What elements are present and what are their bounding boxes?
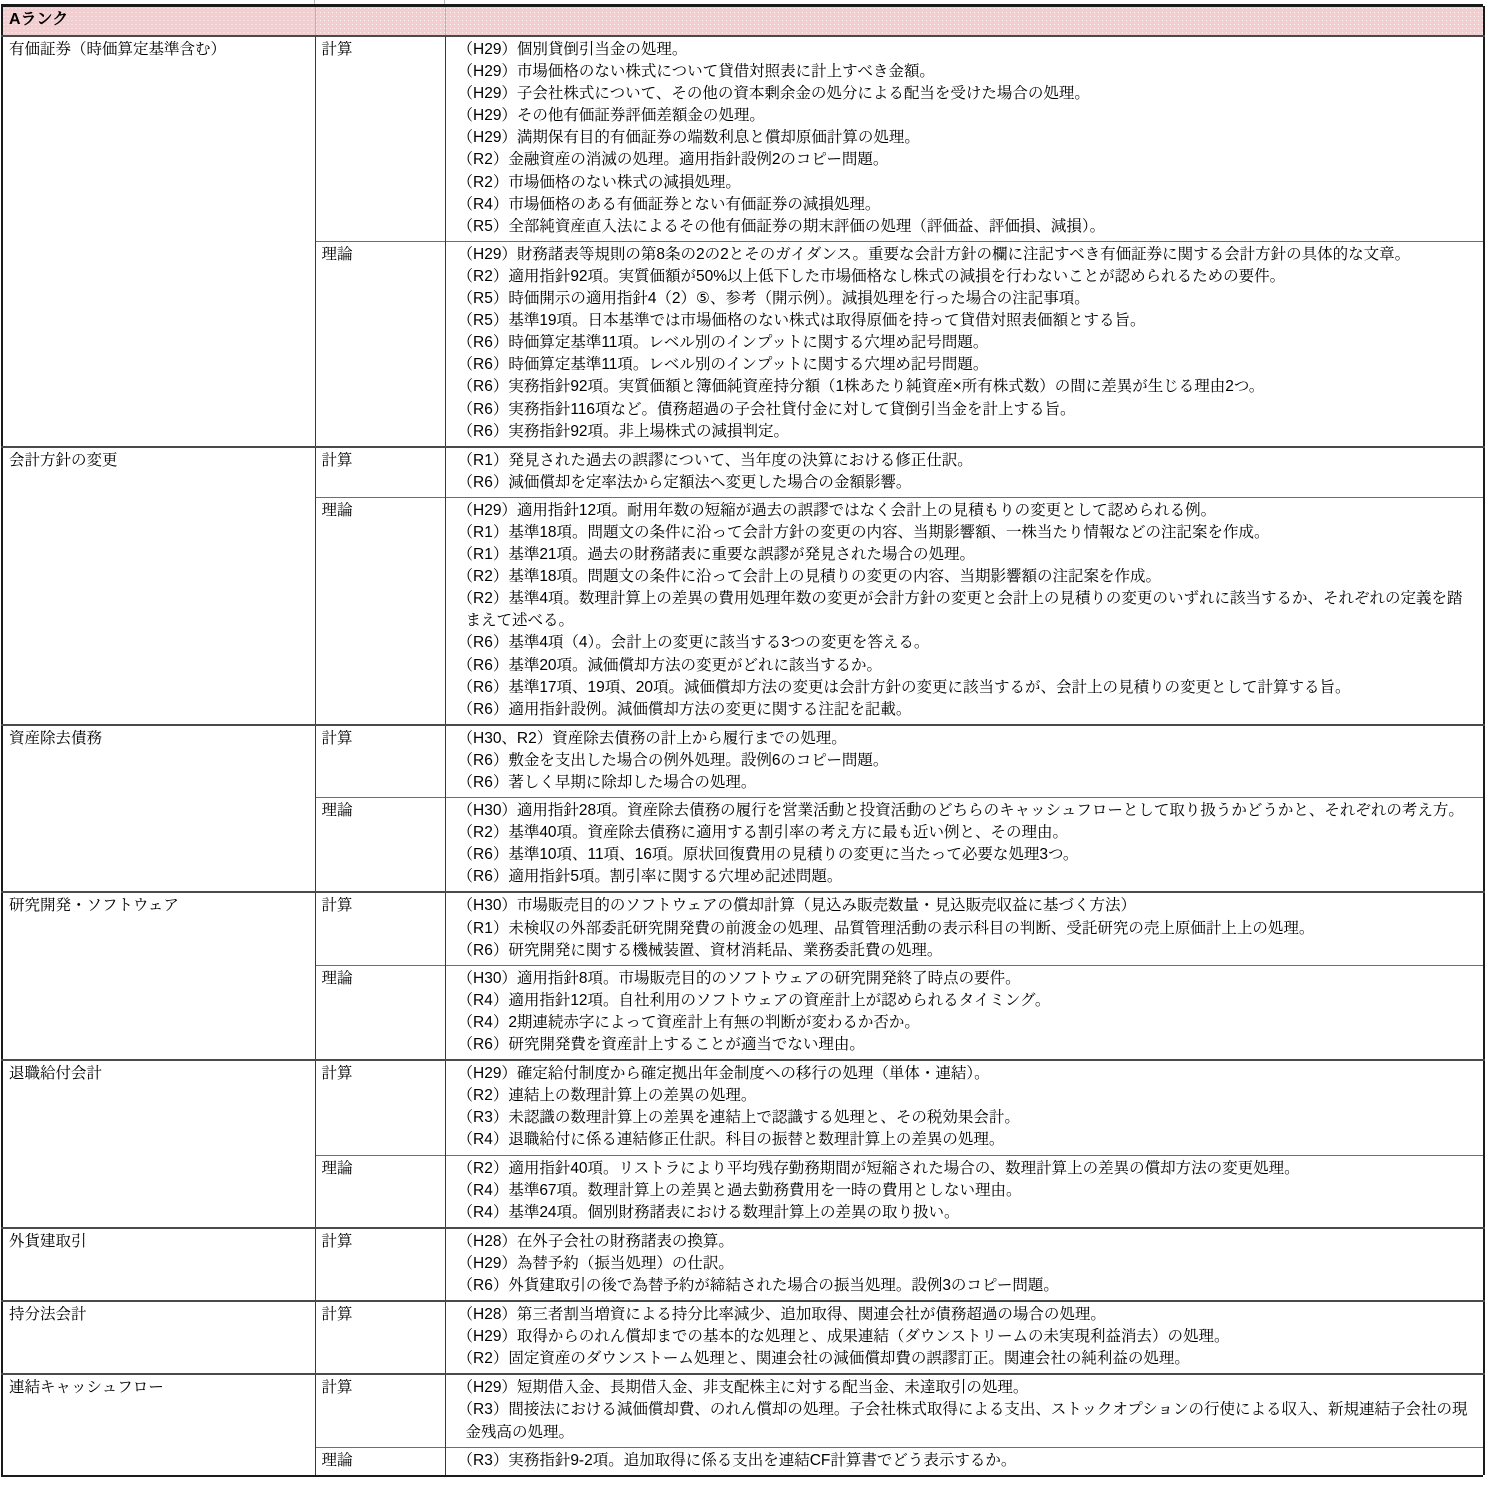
column-divider-1 xyxy=(314,0,315,4)
table-row xyxy=(2,892,1484,965)
detail-line: （H28）第三者割当増資による持分比率減少、追加取得、関連会社が債務超過の場合の処理。 xyxy=(457,1306,1106,1324)
detail-line: （H29）確定給付制度から確定拠出年金制度への移行の処理（単体・連結）。 xyxy=(457,1065,990,1083)
topic-cell: 退職給付会計 xyxy=(2,1060,315,1228)
kind-cell: 理論 xyxy=(315,241,445,446)
topic-cell: 持分法会計 xyxy=(2,1301,315,1374)
table-row xyxy=(2,1228,1484,1301)
detail-line: （H29）個別貸倒引当金の処理。 xyxy=(457,41,688,58)
detail-cell xyxy=(445,447,1484,498)
detail-cell xyxy=(445,1374,1484,1447)
detail-line: （R4）市場価格のある有価証券とない有価証券の減損処理。 xyxy=(457,195,881,213)
detail-cell xyxy=(445,725,1484,798)
table-row xyxy=(2,725,1484,798)
detail-line: （R2）連結上の数理計算上の差異の処理。 xyxy=(457,1087,757,1105)
detail-line: （R2）市場価格のない株式の減損処理。 xyxy=(457,173,741,191)
detail-line: （R6）敷金を支出した場合の例外処理。設例6のコピー問題。 xyxy=(457,751,889,769)
detail-line: （R2）金融資産の消滅の処理。適用指針設例2のコピー問題。 xyxy=(457,151,889,169)
detail-line: （R1）基準18項。問題文の条件に沿って会計方針の変更の内容、当期影響額、一株当たり情報などの注記案を作成。 xyxy=(457,523,1270,541)
detail-line: （R6）実務指針116項など。債務超過の子会社貸付金に対して貸倒引当金を計上する旨。 xyxy=(457,400,1076,418)
detail-line: （R6）基準4項（4）。会計上の変更に該当する3つの変更を答える。 xyxy=(457,634,930,652)
kind-cell: 計算 xyxy=(315,36,445,241)
detail-line: （R6）基準10項、11項、16項。原状回復費用の見積りの変更に当たって必要な処理3つ。 xyxy=(457,846,1079,864)
detail-line: （H29）満期保有目的有価証券の端数利息と償却原価計算の処理。 xyxy=(457,129,920,147)
table-row xyxy=(2,447,1484,498)
detail-line: （R5）基準19項。日本基準では市場価格のない株式は取得原価を持って貸借対照表価額とする旨。 xyxy=(457,312,1146,330)
detail-line: （R3）間接法における減価償却費、のれん償却の処理。子会社株式取得による支出、ストックオプションの行使による収入、新規連結子会社の現金残高の処理。 xyxy=(457,1401,1468,1441)
kind-cell: 計算 xyxy=(315,1060,445,1155)
rank-header-detail-cell xyxy=(445,7,1484,37)
detail-cell xyxy=(445,497,1484,724)
detail-line: （R6）基準17項、19項、20項。減価償却方法の変更は会計方針の変更に該当するが、会計上の見積りの変更として計算する旨。 xyxy=(457,678,1351,696)
table-body xyxy=(2,36,1484,1475)
detail-cell xyxy=(445,965,1484,1060)
kind-cell: 理論 xyxy=(315,1155,445,1228)
detail-line: （H29）為替予約（振当処理）の仕訳。 xyxy=(457,1254,734,1272)
detail-line: （R4）2期連続赤字によって資産計上有無の判断が変わるか否か。 xyxy=(457,1013,920,1031)
detail-line: （H29）財務諸表等規則の第8条の2の2とそのガイダンス。重要な会計方針の欄に注記すべき有価証券に関する会計方針の具体的な文章。 xyxy=(457,245,1411,263)
kind-cell: 計算 xyxy=(315,1228,445,1301)
detail-line: （R6）基準20項。減価償却方法の変更がどれに該当するか。 xyxy=(457,656,883,674)
detail-line: （R6）適用指針設例。減価償却方法の変更に関する注記を記載。 xyxy=(457,700,912,718)
detail-cell xyxy=(445,1447,1484,1475)
detail-line: （R2）基準4項。数理計算上の差異の費用処理年数の変更が会計方針の変更と会計上の見積りの変更のいずれに該当するか、それぞれの定義を踏まえて述べる。 xyxy=(457,590,1463,630)
cut-off-row-sliver xyxy=(1,0,1483,6)
detail-line: （R2）基準40項。資産除去債務に適用する割引率の考え方に最も近い例と、その理由。 xyxy=(457,824,1069,842)
detail-line: （R2）基準18項。問題文の条件に沿って会計上の見積りの変更の内容、当期影響額の注記案を作成。 xyxy=(457,568,1162,586)
topic-cell: 有価証券（時価算定基準含む） xyxy=(2,36,315,447)
detail-line: （H29）短期借入金、長期借入金、非支配株主に対する配当金、未達取引の処理。 xyxy=(457,1379,1029,1397)
detail-line: （R4）退職給付に係る連結修正仕訳。科目の振替と数理計算上の差異の処理。 xyxy=(457,1131,1005,1149)
detail-line: （H29）適用指針12項。耐用年数の短縮が過去の誤謬ではなく会計上の見積もりの変更として認められる例。 xyxy=(457,501,1217,519)
detail-line: （R1）発見された過去の誤謬について、当年度の決算における修正仕訳。 xyxy=(457,451,973,469)
detail-line: （R6）実務指針92項。非上場株式の減損判定。 xyxy=(457,422,790,440)
detail-line: （R6）外貨建取引の後で為替予約が締結された場合の振当処理。設例3のコピー問題。 xyxy=(457,1276,1059,1294)
detail-line: （R4）基準67項。数理計算上の差異と過去勤務費用を一時の費用としない理由。 xyxy=(457,1181,1022,1199)
detail-cell xyxy=(445,892,1484,965)
kind-cell: 理論 xyxy=(315,798,445,893)
column-divider-2 xyxy=(444,0,445,4)
detail-cell xyxy=(445,798,1484,893)
topic-cell: 研究開発・ソフトウェア xyxy=(2,892,315,1060)
detail-line: （H30）市場販売目的のソフトウェアの償却計算（見込み販売数量・見込販売収益に基づく方法） xyxy=(457,897,1137,915)
kind-cell: 計算 xyxy=(315,725,445,798)
kind-cell: 計算 xyxy=(315,447,445,498)
detail-cell xyxy=(445,1060,1484,1155)
detail-line: （H30）適用指針8項。市場販売目的のソフトウェアの研究開発終了時点の要件。 xyxy=(457,969,1021,987)
detail-line: （R1）基準21項。過去の財務諸表に重要な誤謬が発見された場合の処理。 xyxy=(457,546,976,564)
rank-header-row xyxy=(2,7,1484,37)
detail-cell xyxy=(445,241,1484,446)
detail-line: （H30）適用指針28項。資産除去債務の履行を営業活動と投資活動のどちらのキャッシュフローとして取り扱うかどうかと、それぞれの考え方。 xyxy=(457,802,1464,820)
detail-line: （R3）実務指針9-2項。追加取得に係る支出を連結CF計算書でどう表示するか。 xyxy=(457,1451,1017,1469)
detail-cell xyxy=(445,1155,1484,1228)
detail-cell xyxy=(445,36,1484,241)
detail-line: （R4）適用指針12項。自社利用のソフトウェアの資産計上が認められるタイミング。 xyxy=(457,991,1051,1009)
detail-line: （R2）適用指針92項。実質価額が50%以上低下した市場価格なし株式の減損を行わないことが認められるための要件。 xyxy=(457,267,1286,285)
table-bottom-rule xyxy=(1,1475,1483,1477)
topic-cell: 資産除去債務 xyxy=(2,725,315,893)
kind-cell: 理論 xyxy=(315,497,445,724)
detail-line: （R5）時価開示の適用指針4（2）⑤、参考（開示例）。減損処理を行った場合の注記事項。 xyxy=(457,290,1090,308)
detail-line: （R6）実務指針92項。実質価額と簿価純資産持分額（1株あたり純資産×所有株式数）の間に差異が生じる理由2つ。 xyxy=(457,378,1265,396)
detail-line: （R6）時価算定基準11項。レベル別のインプットに関する穴埋め記号問題。 xyxy=(457,356,989,374)
rank-a-table xyxy=(1,6,1485,1475)
detail-line: （R6）時価算定基準11項。レベル別のインプットに関する穴埋め記号問題。 xyxy=(457,334,989,352)
detail-line: （R2）固定資産のダウンストーム処理と、関連会社の減価償却費の誤謬訂正。関連会社の純利益の処理。 xyxy=(457,1350,1190,1368)
kind-cell: 理論 xyxy=(315,965,445,1060)
detail-cell xyxy=(445,1228,1484,1301)
topic-cell: 外貨建取引 xyxy=(2,1228,315,1301)
detail-line: （H28）在外子会社の財務諸表の換算。 xyxy=(457,1232,734,1250)
detail-line: （H29）子会社株式について、その他の資本剰余金の処分による配当を受けた場合の処理。 xyxy=(457,85,1090,103)
detail-line: （R6）研究開発費を資産計上することが適当でない理由。 xyxy=(457,1036,865,1054)
topic-cell: 会計方針の変更 xyxy=(2,447,315,725)
topic-cell: 連結キャッシュフロー xyxy=(2,1374,315,1474)
detail-line: （R5）全部純資産直入法によるその他有価証券の期末評価の処理（評価益、評価損、減損）。 xyxy=(457,217,1106,235)
kind-cell: 計算 xyxy=(315,892,445,965)
detail-line: （R2）適用指針40項。リストラにより平均残存勤務期間が短縮された場合の、数理計算上の差異の償却方法の変更処理。 xyxy=(457,1159,1300,1177)
detail-line: （H29）その他有価証券評価差額金の処理。 xyxy=(457,107,765,125)
detail-line: （R1）未検収の外部委託研究開発費の前渡金の処理、品質管理活動の表示科目の判断、受託研究の売上原価計上上の処理。 xyxy=(457,919,1315,937)
table-row xyxy=(2,1060,1484,1155)
kind-cell: 計算 xyxy=(315,1374,445,1447)
detail-line: （H30、R2）資産除去債務の計上から履行までの処理。 xyxy=(457,729,847,747)
detail-line: （R6）適用指針5項。割引率に関する穴埋め記述問題。 xyxy=(457,868,843,886)
detail-line: （H29）市場価格のない株式について貸借対照表に計上すべき金額。 xyxy=(457,63,935,81)
detail-line: （R4）基準24項。個別財務諸表における数理計算上の差異の取り扱い。 xyxy=(457,1203,960,1221)
detail-line: （R3）未認識の数理計算上の差異を連結上で認識する処理と、その税効果会計。 xyxy=(457,1109,1020,1127)
rank-title: Aランク xyxy=(2,7,315,37)
kind-cell: 理論 xyxy=(315,1447,445,1475)
detail-line: （R6）減価償却を定率法から定額法へ変更した場合の金額影響。 xyxy=(457,473,912,491)
rank-header-kind-cell xyxy=(315,7,445,37)
detail-cell xyxy=(445,1301,1484,1374)
detail-line: （H29）取得からのれん償却までの基本的な処理と、成果連結（ダウンストリームの未実現利益消去）の処理。 xyxy=(457,1328,1230,1346)
table-row xyxy=(2,1301,1484,1374)
table-row xyxy=(2,1374,1484,1447)
detail-line: （R6）研究開発に関する機械装置、資材消耗品、業務委託費の処理。 xyxy=(457,941,943,959)
detail-line: （R6）著しく早期に除却した場合の処理。 xyxy=(457,774,757,791)
kind-cell: 計算 xyxy=(315,1301,445,1374)
table-row xyxy=(2,36,1484,241)
table-header xyxy=(2,7,1484,37)
